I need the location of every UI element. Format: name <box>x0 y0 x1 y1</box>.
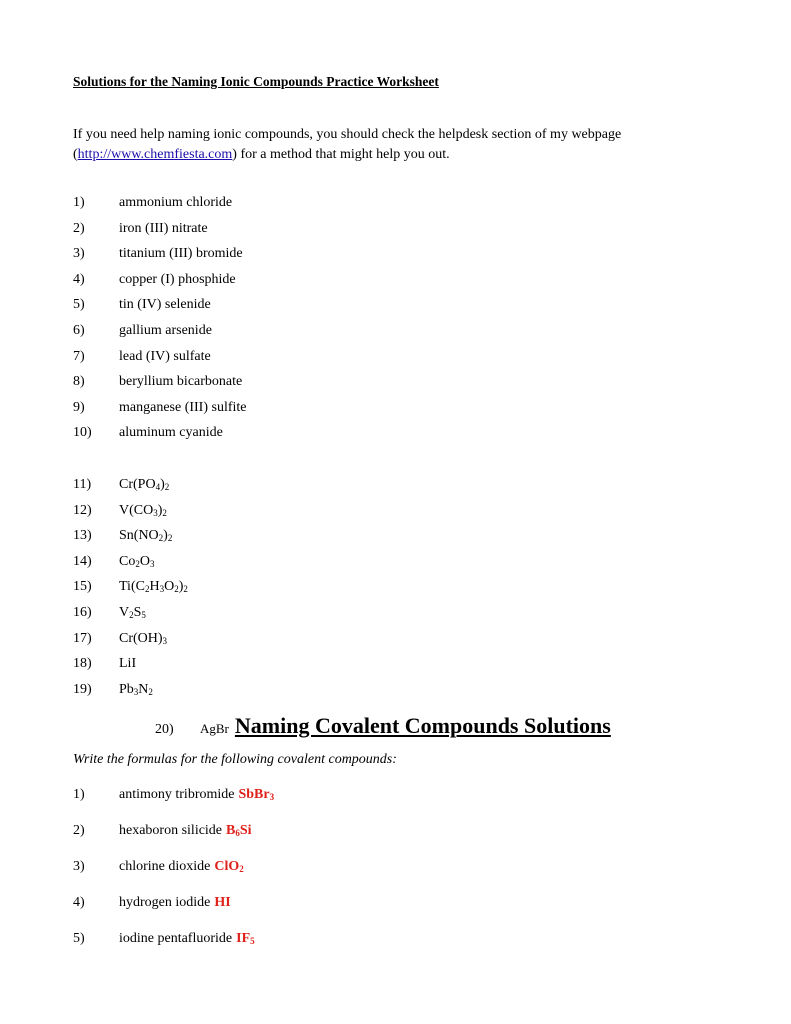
answer-formula <box>238 787 274 802</box>
formula <box>119 631 167 646</box>
formula-text: ) <box>178 579 184 595</box>
subscript: 2 <box>167 533 173 544</box>
question-number: 18) <box>73 656 92 672</box>
chemfiesta-link[interactable]: http://www.chemfiesta.com <box>77 147 233 162</box>
covalent-row <box>73 787 274 803</box>
subscript: 3 <box>162 635 168 646</box>
question-number: 5) <box>73 297 85 313</box>
formula-text: B <box>226 823 236 838</box>
compound-name: antimony tribromide <box>119 787 235 802</box>
compound-name: chlorine dioxide <box>119 859 211 874</box>
question-number: 17) <box>73 630 92 646</box>
question-number: 14) <box>73 553 92 569</box>
ionic-formula-row <box>73 605 146 621</box>
subscript: 2 <box>144 584 150 595</box>
subscript: 2 <box>162 507 167 518</box>
ionic-formula-row <box>73 503 167 519</box>
ionic-name-row <box>73 221 208 237</box>
formula-text: V <box>119 605 130 620</box>
formula-text: V(CO <box>119 502 154 518</box>
compound-name: tin (IV) selenide <box>119 297 211 313</box>
formula-text: HI <box>214 895 231 910</box>
ionic-name-row <box>73 246 243 262</box>
question-number: 6) <box>73 323 85 338</box>
covalent-row <box>73 859 244 875</box>
formula <box>119 656 136 671</box>
ionic-name-row <box>73 349 211 365</box>
question-number: 12) <box>73 502 92 518</box>
formula-text: O <box>139 553 150 569</box>
compound-name: hexaboron silicide <box>119 823 223 838</box>
ionic-name-row <box>73 323 212 339</box>
formula-text: Co <box>119 553 136 569</box>
intro-paragraph <box>73 125 621 165</box>
subscript: 2 <box>239 864 244 874</box>
formula-text: S <box>133 605 142 620</box>
formula <box>119 503 167 518</box>
ionic-formula-row <box>73 682 153 698</box>
formula: AgBr <box>200 721 229 736</box>
formula <box>119 554 154 569</box>
ionic-formula-row <box>73 579 188 595</box>
formula-text: SbBr <box>238 787 270 802</box>
subscript: 3 <box>153 507 158 518</box>
subscript: 2 <box>148 686 153 697</box>
intro-line-2: (http://www.chemfiesta.com) for a method that might help you out. <box>73 147 450 162</box>
formula-text: Cr(PO <box>119 477 156 492</box>
question-number: 19) <box>73 681 92 697</box>
compound-name: ammonium chloride <box>119 195 233 210</box>
formula-text: ) <box>157 502 163 518</box>
ionic-formula-row <box>73 528 172 544</box>
subscript: 5 <box>141 610 146 620</box>
question-number: 7) <box>73 348 85 364</box>
compound-name: iodine pentafluoride <box>119 931 233 946</box>
question-number: 1) <box>73 195 85 210</box>
formula-text: LiI <box>119 656 137 672</box>
question-number: 10) <box>73 425 92 441</box>
compound-name: iron (III) nitrate <box>119 220 208 236</box>
formula-text: Sn(NO <box>119 528 159 544</box>
covalent-instructions: Write the formulas for the following covalent compounds: <box>73 752 397 767</box>
question-number: 5) <box>73 931 85 946</box>
subscript: 6 <box>235 828 240 838</box>
question-number: 4) <box>73 895 85 910</box>
question-number: 20) <box>155 722 174 737</box>
formula-text: Cr(OH) <box>119 630 163 646</box>
question-number: 16) <box>73 605 92 620</box>
covalent-row <box>73 931 255 947</box>
answer-formula <box>214 895 230 910</box>
formula <box>119 682 153 697</box>
subscript: 3 <box>149 558 155 569</box>
compound-name: titanium (III) bromide <box>119 246 243 262</box>
subscript: 3 <box>159 584 165 595</box>
answer-formula <box>236 931 255 946</box>
ionic-name-row <box>73 272 236 288</box>
compound-name: manganese (III) sulfite <box>119 399 247 415</box>
formula-text: O <box>164 579 175 595</box>
subscript: 2 <box>158 533 164 544</box>
question-number: 9) <box>73 399 85 415</box>
answer-formula <box>214 859 243 874</box>
formula-text: Pb <box>119 681 134 697</box>
ionic-formula-row <box>73 477 169 493</box>
formula <box>119 477 169 492</box>
covalent-row <box>73 895 231 911</box>
ionic-name-row <box>73 400 247 416</box>
formula-text: IF <box>236 931 251 946</box>
question-number: 1) <box>73 787 85 802</box>
formula <box>119 605 146 620</box>
question-number: 3) <box>73 859 85 874</box>
compound-name: hydrogen iodide <box>119 895 211 910</box>
question-number: 15) <box>73 579 92 595</box>
question-number: 11) <box>73 477 92 492</box>
covalent-row <box>73 823 252 839</box>
subscript: 3 <box>133 686 139 697</box>
subscript: 4 <box>155 482 161 492</box>
subscript: 2 <box>164 482 170 492</box>
ionic-formula-row <box>73 631 167 647</box>
formula <box>119 528 172 543</box>
ionic-name-row <box>73 374 242 390</box>
subscript: 2 <box>129 610 134 620</box>
question-number: 3) <box>73 246 85 262</box>
subscript: 5 <box>250 936 255 946</box>
formula-text: H <box>149 579 160 595</box>
page-title: Solutions for the Naming Ionic Compounds Practice Worksheet <box>73 74 439 89</box>
answer-formula <box>226 823 252 838</box>
subscript: 2 <box>174 584 179 595</box>
ionic-formula-row <box>73 554 154 570</box>
ionic-formula-row <box>73 656 136 672</box>
ionic-name-row <box>73 195 232 211</box>
ionic-name-row <box>73 297 211 313</box>
question-number: 4) <box>73 271 85 287</box>
formula-text: ) <box>160 477 165 492</box>
compound-name: copper (I) phosphide <box>119 271 236 287</box>
question-number: 2) <box>73 823 85 838</box>
ionic-name-row <box>73 425 223 441</box>
formula-text: ) <box>163 528 168 544</box>
subscript: 2 <box>135 558 140 569</box>
formula-text: N <box>138 681 149 697</box>
covalent-section-title: Naming Covalent Compounds Solutions <box>234 713 611 738</box>
formula-text: Si <box>239 823 252 838</box>
question-number: 13) <box>73 528 92 544</box>
compound-name: aluminum cyanide <box>119 425 223 441</box>
subscript: 2 <box>183 584 188 595</box>
compound-name: lead (IV) sulfate <box>119 348 211 364</box>
formula <box>119 579 188 594</box>
formula-text: Ti(C <box>119 579 145 595</box>
compound-name: beryllium bicarbonate <box>119 374 243 390</box>
question-number: 2) <box>73 220 85 236</box>
compound-name: gallium arsenide <box>119 323 212 338</box>
question-number: 8) <box>73 374 85 390</box>
question-20 <box>155 713 611 739</box>
intro-line-1: If you need help naming ionic compounds, you should check the helpdesk section of my webpage <box>73 127 622 142</box>
subscript: 3 <box>269 792 275 802</box>
formula-text: ClO <box>214 859 240 874</box>
